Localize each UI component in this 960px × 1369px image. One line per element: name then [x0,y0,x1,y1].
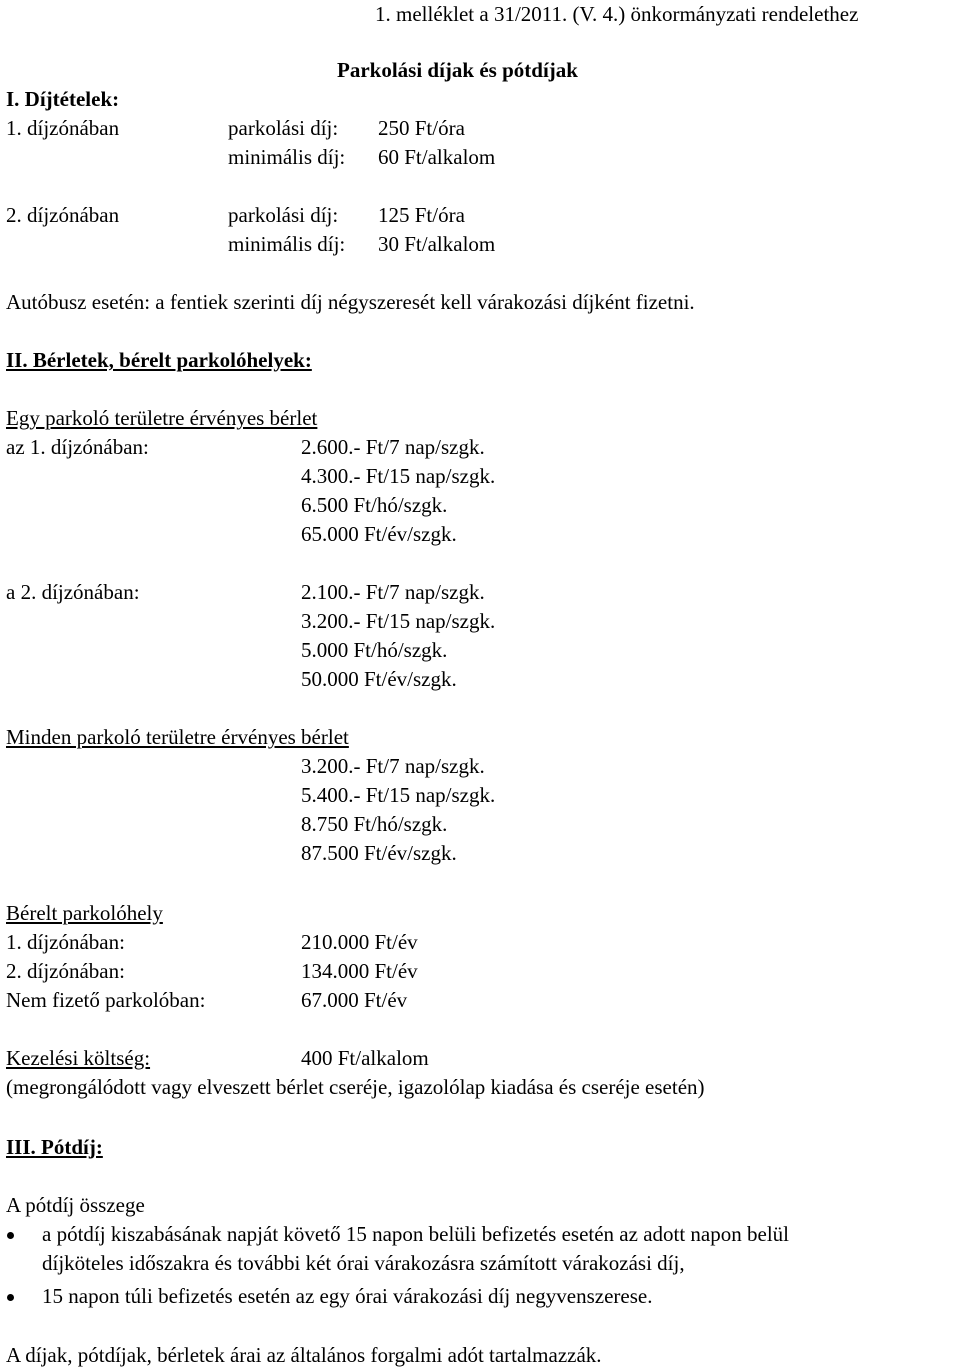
zone2-min-value: 30 Ft/alkalom [378,232,496,256]
rented-zone2-value: 134.000 Ft/év [301,959,418,983]
all-areas-pass-title: Minden parkoló területre érvényes bérlet [6,725,349,749]
section2-heading: II. Bérletek, bérelt parkolóhelyek: [6,348,312,372]
handling-fee-label: Kezelési költség: [6,1046,151,1070]
single-area-zone2-price-year: 50.000 Ft/év/szgk. [301,667,457,691]
all-areas-price-week: 3.200.- Ft/7 nap/szgk. [301,754,485,778]
bullet-icon [7,1232,14,1239]
section1-heading: I. Díjtételek: [6,87,120,111]
zone2-label: 2. díjzónában [6,203,120,227]
all-areas-price-year: 87.500 Ft/év/szgk. [301,841,457,865]
rented-zone1-label: 1. díjzónában: [6,930,125,954]
bullet-icon [7,1294,14,1301]
surcharge-bullet1-line1: a pótdíj kiszabásának napját követő 15 napon belüli befizetés esetén az adott napon belül [42,1222,789,1246]
single-area-zone1-label: az 1. díjzónában: [6,435,149,459]
document-title: Parkolási díjak és pótdíjak [337,58,578,82]
surcharge-bullet2-line1: 15 napon túli befizetés esetén az egy órai várakozási díj negyvenszerese. [42,1284,653,1308]
single-area-pass-title: Egy parkoló területre érvényes bérlet [6,406,318,430]
all-areas-price-15days: 5.400.- Ft/15 nap/szgk. [301,783,496,807]
rented-spot-title: Bérelt parkolóhely [6,901,163,925]
vat-footer-note: A díjak, pótdíjak, bérletek árai az általános forgalmi adót tartalmazzák. [6,1343,602,1367]
handling-fee-note: (megrongálódott vagy elveszett bérlet cseréje, igazolólap kiadása és cseréje esetén) [6,1075,705,1099]
zone1-label: 1. díjzónában [6,116,120,140]
zone2-min-label: minimális díj: [228,232,346,256]
all-areas-price-month: 8.750 Ft/hó/szgk. [301,812,448,836]
zone1-min-label: minimális díj: [228,145,346,169]
surcharge-intro: A pótdíj összege [6,1193,145,1217]
single-area-zone1-price-week: 2.600.- Ft/7 nap/szgk. [301,435,485,459]
zone1-min-value: 60 Ft/alkalom [378,145,496,169]
single-area-zone1-price-15days: 4.300.- Ft/15 nap/szgk. [301,464,496,488]
rented-zone1-value: 210.000 Ft/év [301,930,418,954]
single-area-zone2-label: a 2. díjzónában: [6,580,140,604]
zone1-fee-value: 250 Ft/óra [378,116,465,140]
handling-fee-value: 400 Ft/alkalom [301,1046,429,1070]
annex-reference: 1. melléklet a 31/2011. (V. 4.) önkormányzati rendelethez [375,2,859,26]
single-area-zone1-price-month: 6.500 Ft/hó/szgk. [301,493,448,517]
bus-note: Autóbusz esetén: a fentiek szerinti díj négyszeresét kell várakozási díjként fizetni. [6,290,695,314]
zone2-fee-label: parkolási díj: [228,203,339,227]
zone1-fee-label: parkolási díj: [228,116,339,140]
rented-nonpaying-value: 67.000 Ft/év [301,988,408,1012]
rented-nonpaying-label: Nem fizető parkolóban: [6,988,206,1012]
section3-heading: III. Pótdíj: [6,1135,103,1159]
single-area-zone2-price-month: 5.000 Ft/hó/szgk. [301,638,448,662]
surcharge-bullet1-line2: díjköteles időszakra és további két órai várakozásra számított várakozási díj, [42,1251,685,1275]
zone2-fee-value: 125 Ft/óra [378,203,465,227]
single-area-zone1-price-year: 65.000 Ft/év/szgk. [301,522,457,546]
rented-zone2-label: 2. díjzónában: [6,959,125,983]
single-area-zone2-price-week: 2.100.- Ft/7 nap/szgk. [301,580,485,604]
single-area-zone2-price-15days: 3.200.- Ft/15 nap/szgk. [301,609,496,633]
